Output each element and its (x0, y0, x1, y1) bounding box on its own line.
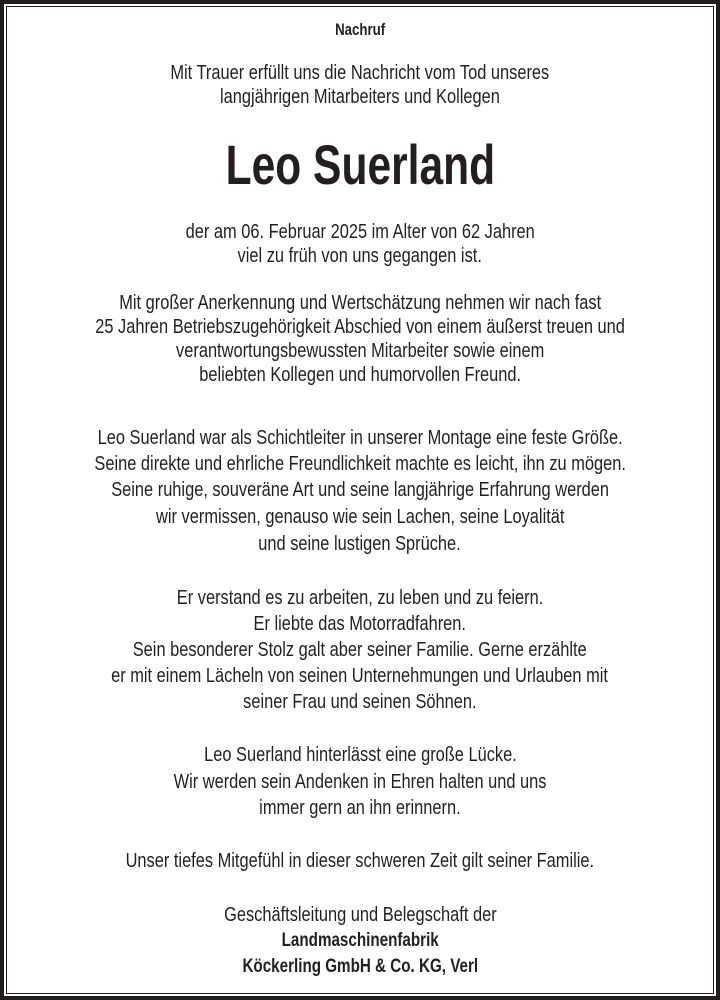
intro-line: Mit Trauer erfüllt uns die Nachricht vom Tod unseres (170, 61, 550, 84)
paragraph-1-line: beliebten Kollegen und humorvollen Freund. (199, 363, 521, 386)
paragraph-2-line: wir vermissen, genauso wie sein Lachen, seine Loyalität (155, 505, 565, 528)
death-info-line: der am 06. Februar 2025 im Alter von 62 Jahren (185, 220, 535, 243)
paragraph-3-line: er mit einem Lächeln von seinen Unternehmungen und Urlauben mit (111, 664, 609, 687)
intro-line: langjährigen Mitarbeiters und Kollegen (220, 85, 500, 108)
paragraph-1-line: 25 Jahren Betriebszugehörigkeit Abschied von einem äußerst treuen und (95, 315, 625, 338)
company-name-line-2: Köckerling GmbH & Co. KG, Verl (242, 956, 478, 977)
paragraph-4-line: immer gern an ihn erinnern. (259, 796, 461, 819)
paragraph-2-line: und seine lustigen Sprüche. (258, 532, 462, 555)
paragraph-3-line: Sein besonderer Stolz galt aber seiner Familie. Gerne erzählte (133, 638, 587, 661)
company-name-line-1: Landmaschinenfabrik (281, 930, 439, 951)
paragraph-4-line: Leo Suerland hinterlässt eine große Lücke. (203, 743, 517, 766)
paragraph-1-line: verantwortungsbewussten Mitarbeiter sowie einem (175, 339, 545, 362)
signature-line: Geschäftsleitung und Belegschaft der (223, 903, 497, 926)
paragraph-4-line: Wir werden sein Andenken in Ehren halten und uns (173, 770, 547, 793)
paragraph-2-line: Seine direkte und ehrliche Freundlichkeit machte es leicht, ihn zu mögen. (94, 452, 626, 475)
paragraph-2-line: Seine ruhige, souveräne Art und seine langjährige Erfahrung werden (111, 478, 609, 501)
paragraph-2-line: Leo Suerland war als Schichtleiter in unserer Montage eine feste Größe. (97, 426, 623, 449)
paragraph-3-line: Er liebte das Motorradfahren. (253, 612, 467, 635)
paragraph-3-line: Er verstand es zu arbeiten, zu leben und zu feiern. (176, 586, 544, 609)
deceased-name: Leo Suerland (225, 133, 495, 196)
death-info-line: viel zu früh von uns gegangen ist. (237, 244, 483, 267)
condolence-line: Unser tiefes Mitgefühl in dieser schweren Zeit gilt seiner Familie. (125, 849, 595, 872)
heading: Nachruf (334, 20, 386, 39)
paragraph-3-line: seiner Frau und seinen Söhnen. (243, 690, 477, 713)
paragraph-1-line: Mit großer Anerkennung und Wertschätzung nehmen wir nach fast (119, 291, 601, 314)
